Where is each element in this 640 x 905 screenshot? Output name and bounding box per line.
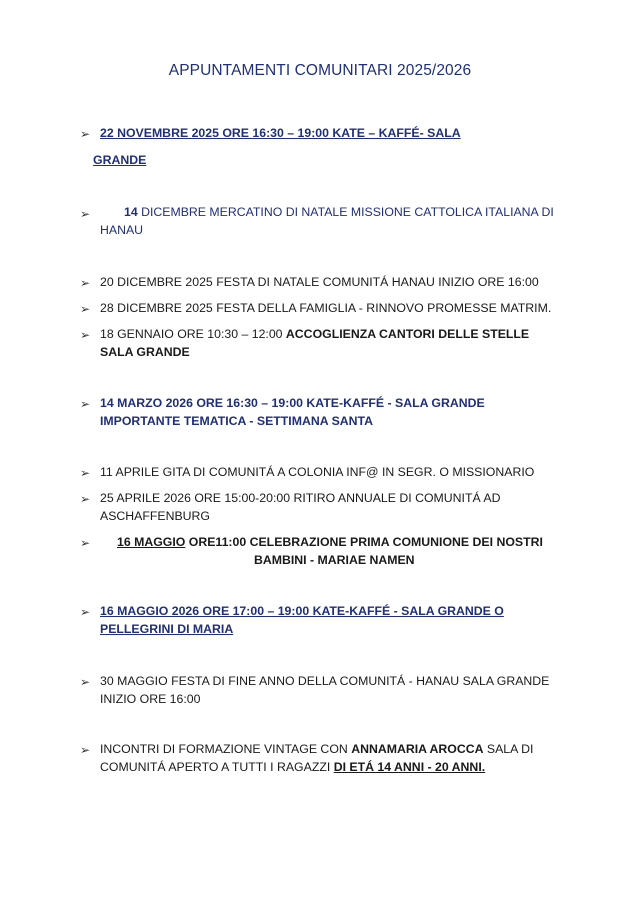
item-text — [117, 533, 607, 551]
bullet-arrow-icon: ➢ — [80, 207, 91, 221]
item-text: 22 NOVEMBRE 2025 ORE 16:30 – 19:00 KATE – KAFFÉ- SALA — [100, 126, 461, 140]
item-text: HANAU — [100, 223, 144, 237]
item-text: IMPORTANTE TEMATICA - SETTIMANA SANTA — [100, 414, 374, 428]
item-text: GRANDE — [93, 153, 147, 167]
item-text: SALA DI — [483, 742, 534, 756]
item-text: 16 MAGGIO 2026 ORE 17:00 – 19:00 KATE-KAFFÉ - SALA GRANDE O — [100, 604, 504, 618]
item-text: BAMBINI - MARIAE NAMEN — [254, 553, 415, 567]
page-title: APPUNTAMENTI COMUNITARI 2025/2026 — [168, 62, 472, 79]
bullet-arrow-icon: ➢ — [80, 328, 91, 342]
bullet-arrow-icon: ➢ — [80, 302, 91, 316]
item-text-bold: ANNAMARIA AROCCA — [351, 742, 484, 756]
item-text: INIZIO ORE 16:00 — [100, 692, 201, 706]
bullet-arrow-icon: ➢ — [80, 127, 91, 141]
item-date-underlined: 16 MAGGIO — [117, 535, 186, 549]
item-text: PELLEGRINI DI MARIA — [100, 622, 234, 636]
item-text — [100, 758, 590, 776]
item-text: ASCHAFFENBURG — [100, 509, 210, 523]
item-text: 18 GENNAIO ORE 10:30 – 12:00 — [100, 327, 286, 341]
bullet-arrow-icon: ➢ — [80, 492, 91, 506]
bullet-arrow-icon: ➢ — [80, 276, 91, 290]
item-text: 25 APRILE 2026 ORE 15:00-20:00 RITIRO ANNUALE DI COMUNITÁ AD — [100, 491, 501, 505]
bullet-arrow-icon: ➢ — [80, 743, 91, 757]
bullet-arrow-icon: ➢ — [80, 536, 91, 550]
item-text: 30 MAGGIO FESTA DI FINE ANNO DELLA COMUNITÁ - HANAU SALA GRANDE — [100, 674, 550, 688]
item-text: 14 MARZO 2026 ORE 16:30 – 19:00 KATE-KAFFÉ - SALA GRANDE — [100, 396, 485, 410]
item-text-bold-underlined: DI ETÁ 14 ANNI - 20 ANNI. — [333, 760, 486, 774]
bullet-arrow-icon: ➢ — [80, 397, 91, 411]
item-text: ORE11:00 CELEBRAZIONE PRIMA COMUNIONE DEI NOSTRI — [185, 535, 543, 549]
item-text-bold: ACCOGLIENZA CANTORI DELLE STELLE — [285, 327, 530, 341]
item-text: 28 DICEMBRE 2025 FESTA DELLA FAMIGLIA - RINNOVO PROMESSE MATRIM. — [100, 301, 552, 315]
item-text — [100, 325, 590, 343]
item-text: 20 DICEMBRE 2025 FESTA DI NATALE COMUNITÁ HANAU INIZIO ORE 16:00 — [100, 275, 539, 289]
item-text: INCONTRI DI FORMAZIONE VINTAGE CON — [100, 742, 352, 756]
item-text — [100, 740, 590, 758]
bullet-arrow-icon: ➢ — [80, 675, 91, 689]
item-text: COMUNITÁ APERTO A TUTTI I RAGAZZI — [100, 760, 334, 774]
item-text: SALA GRANDE — [100, 345, 190, 359]
item-text — [100, 203, 590, 221]
bullet-arrow-icon: ➢ — [80, 466, 91, 480]
item-text: DICEMBRE MERCATINO DI NATALE MISSIONE CATTOLICA ITALIANA DI — [137, 205, 554, 219]
bullet-arrow-icon: ➢ — [80, 605, 91, 619]
item-text: 11 APRILE GITA DI COMUNITÁ A COLONIA INF@ IN SEGR. O MISSIONARIO — [100, 465, 535, 479]
item-number: 14 — [124, 205, 138, 219]
